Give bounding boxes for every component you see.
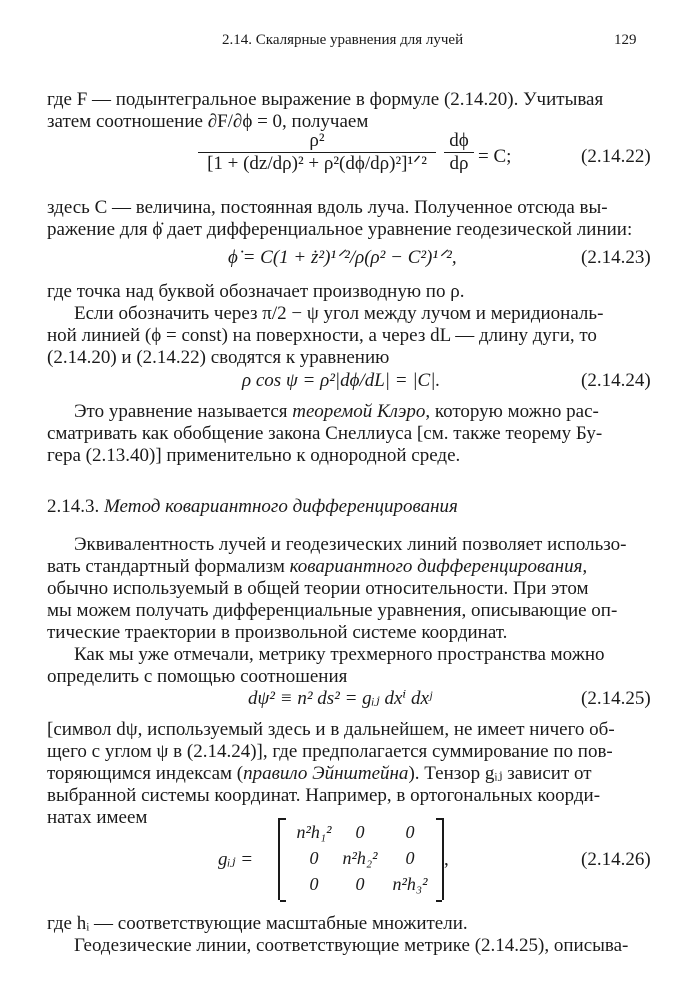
equation-2-14-23: ϕ̇ = C(1 + ż²)¹ᐟ²/ρ(ρ² − C²)¹ᐟ², [228,247,457,268]
paragraph-line: [символ dψ, используемый здесь и в дальнейшем, не имеет ничего об- [47,719,615,740]
paragraph-line: где F — подынтегральное выражение в формуле (2.14.20). Учитывая [47,89,604,110]
matrix-cell: 0 [309,874,319,894]
fraction-denominator: dρ [449,153,469,174]
paragraph-line: щего с углом ψ в (2.14.24)], где предполагается суммирование по пов- [47,741,613,762]
equation-number: (2.14.23) [581,247,651,268]
paragraph-line: (2.14.20) и (2.14.22) сводятся к уравнению [47,347,390,368]
matrix-cell: 0 [405,822,415,842]
paragraph-line: выбранной системы координат. Например, в ортогональных коорди- [47,785,601,806]
paragraph-line: мы можем получать дифференциальные уравнения, описывающие оп- [47,600,618,621]
fraction-derivative [444,130,474,175]
paragraph-line: обычно используемый в общей теории относительности. При этом [47,578,589,599]
section-heading [47,495,458,519]
paragraph-line [47,762,653,786]
running-title: 2.14. Скалярные уравнения для лучей [222,32,464,48]
paragraph-line: ражение для ϕ̇ дает дифференциальное уравнение геодезической линии: [47,219,633,240]
paragraph-line [74,400,653,424]
paragraph-line: здесь C — величина, постоянная вдоль луча. Полученное отсюда вы- [47,197,608,218]
paragraph-line: затем соотношение ∂F/∂ϕ = 0, получаем [47,111,369,132]
section-number: 2.14.3. [47,496,100,517]
fraction-main [198,130,436,175]
paragraph-line: сматривать как обобщение закона Снеллиуса [см. также теорему Бу- [47,423,603,444]
term-einstein-rule: правило Эйнштейна [243,763,409,784]
paragraph-line: гера (2.13.40)] применительно к однородной среде. [47,445,461,466]
fraction-numerator: dϕ [449,130,469,151]
equation-number: (2.14.24) [581,370,651,391]
fraction-denominator: [1 + (dz/dρ)² + ρ²(dϕ/dρ)²]¹ᐟ² [207,153,427,174]
page-number: 129 [614,32,637,48]
paragraph-line: тические траектории в произвольной системе координат. [47,622,508,643]
equation-rhs: = C; [478,146,512,167]
term-covariant-differentiation: ковариантного дифференцирования, [289,556,588,577]
paragraph-line: Как мы уже отмечали, метрику трехмерного пространства можно [74,644,605,665]
paragraph-line: Эквивалентность лучей и геодезических линий позволяет использо- [74,534,627,555]
equation-number: (2.14.22) [581,146,651,167]
equation-number: (2.14.26) [581,849,651,870]
text-run: ). Тензор gᵢⱼ зависит от [408,763,592,784]
paragraph-line: где точка над буквой обозначает производную по ρ. [47,281,465,302]
paragraph-line: где hᵢ — соответствующие масштабные множители. [47,913,468,934]
matrix-cell: 0 [309,848,319,868]
matrix-cell: n²h₁² [296,822,332,842]
equation-2-14-24: ρ cos ψ = ρ²|dϕ/dL| = |C|. [242,370,441,391]
paragraph-line: определить с помощью соотношения [47,666,348,687]
metric-matrix [278,818,444,900]
paragraph-line [47,555,653,579]
term-clairaut-theorem: теоремой Клэро [292,401,426,422]
paragraph-line: натах имеем [47,807,148,828]
matrix-cell: 0 [355,874,365,894]
matrix-lhs: gᵢⱼ = [218,849,254,870]
text-run: торяющимся индексам ( [47,763,244,784]
equation-number: (2.14.25) [581,688,651,709]
paragraph-line: ной линией (ϕ = const) на поверхности, а через dL — длину дуги, то [47,325,597,346]
text-run: , которую можно рас- [425,401,599,422]
matrix-cell: 0 [355,822,365,842]
matrix-cell: n²h₃² [392,874,428,894]
paragraph-line: Геодезические линии, соответствующие метрике (2.14.25), описыва- [74,935,629,956]
section-title: Метод ковариантного дифференцирования [104,496,458,517]
matrix-trailing-comma: , [444,849,449,870]
matrix-cell: n²h₂² [342,848,378,868]
paragraph-line: Если обозначить через π/2 − ψ угол между лучом и меридиональ- [74,303,604,324]
text-run: Это уравнение называется [74,401,293,422]
text-run: вать стандартный формализм [47,556,290,577]
fraction-numerator: ρ² [309,130,325,151]
equation-2-14-25: dψ² ≡ n² ds² = gᵢⱼ dxⁱ dxʲ [248,688,433,709]
matrix-cell: 0 [405,848,415,868]
